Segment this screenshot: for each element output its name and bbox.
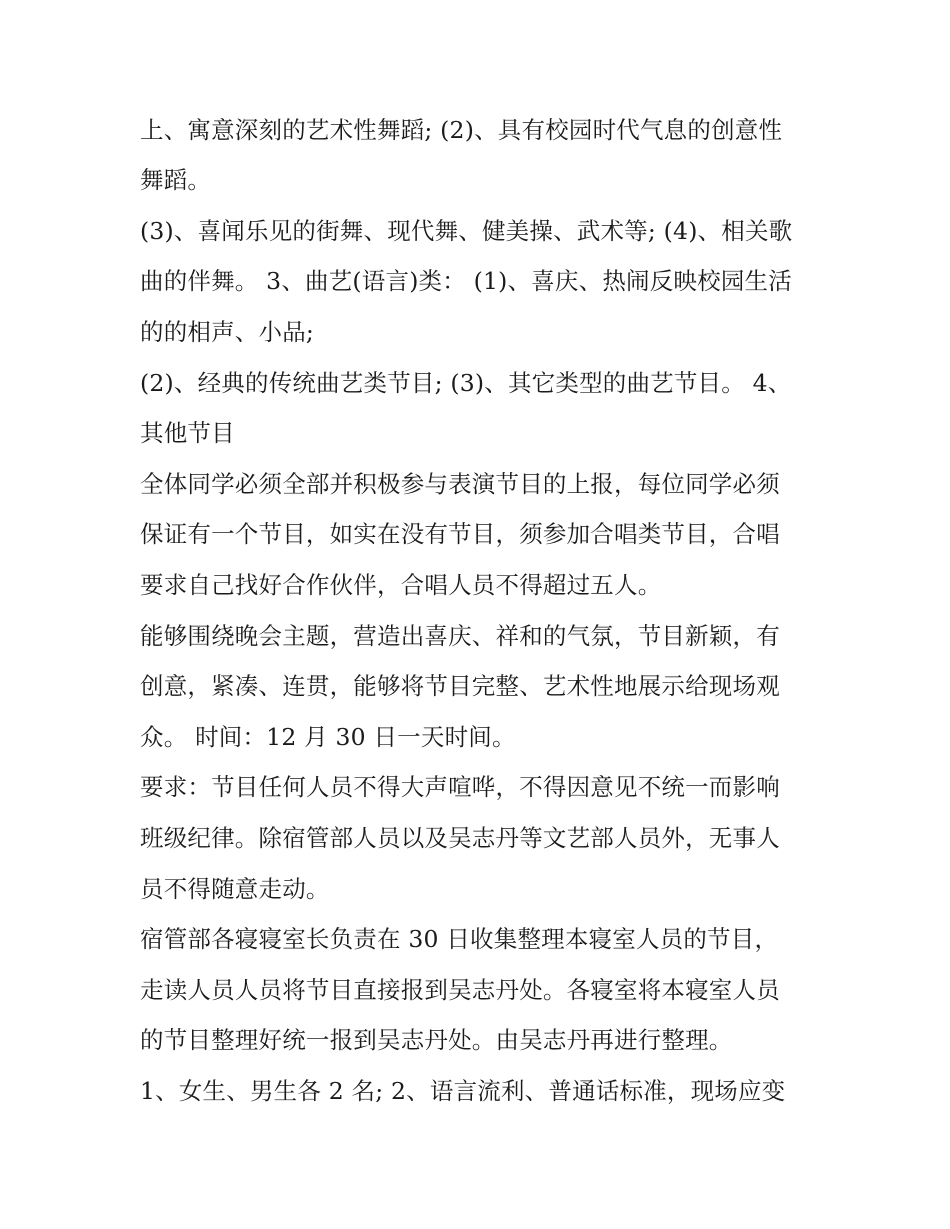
text-line: 宿管部各寝寝室长负责在 30 日收集整理本寝室人员的节目， <box>140 925 779 953</box>
text-line: 的节目整理好统一报到吴志丹处。由吴志丹再进行整理。 <box>140 1026 733 1054</box>
text-line: 上、寓意深刻的艺术性舞蹈; (2)、具有校园时代气息的创意性 <box>140 116 783 144</box>
text-line: 班级纪律。除宿管部人员以及吴志丹等文艺部人员外，无事人 <box>140 824 780 852</box>
text-line: 全体同学必须全部并积极参与表演节目的上报，每位同学必须 <box>140 470 780 498</box>
text-line: 的的相声、小品; <box>140 318 315 346</box>
text-line: 要求自己找好合作伙伴，合唱人员不得超过五人。 <box>140 571 662 599</box>
text-line: 众。 时间：12 月 30 日一天时间。 <box>140 723 516 751</box>
text-line: 曲的伴舞。 3、曲艺(语言)类： (1)、喜庆、热闹反映校园生活 <box>140 267 792 295</box>
text-line: 其他节目 <box>140 419 235 447</box>
text-line: 走读人员人员将节目直接报到吴志丹处。各寝室将本寝室人员 <box>140 976 780 1004</box>
text-line: 员不得随意走动。 <box>140 875 330 903</box>
text-line: 舞蹈。 <box>140 166 212 194</box>
text-line: 1、女生、男生各 2 名; 2、语言流利、普通话标准，现场应变 <box>140 1077 786 1105</box>
text-line: (2)、经典的传统曲艺类节目; (3)、其它类型的曲艺节目。 4、 <box>140 369 792 397</box>
text-line: (3)、喜闻乐见的街舞、现代舞、健美操、武术等; (4)、相关歌 <box>140 217 793 245</box>
text-line: 创意，紧凑、连贯，能够将节目完整、艺术性地展示给现场观 <box>140 672 780 700</box>
text-line: 能够围绕晚会主题，营造出喜庆、祥和的气氛，节目新颖，有 <box>140 622 780 650</box>
text-line: 保证有一个节目，如实在没有节目，须参加合唱类节目，合唱 <box>140 520 780 548</box>
text-line: 要求：节目任何人员不得大声喧哗，不得因意见不统一而影响 <box>140 773 780 801</box>
